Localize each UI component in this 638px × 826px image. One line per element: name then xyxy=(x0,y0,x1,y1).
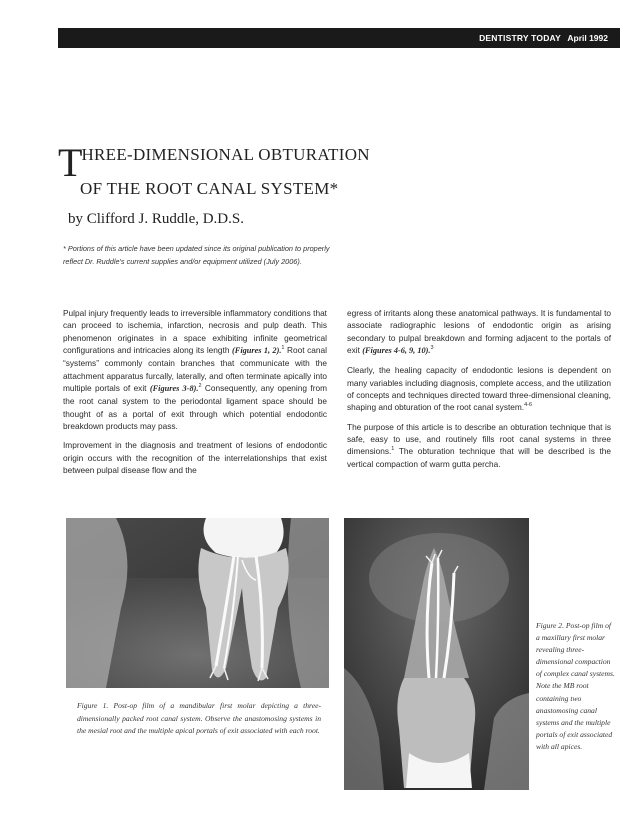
body-paragraph: Clearly, the healing capacity of endodontic lesions is dependent on many variables including diagnosis, complete access, and the utilization of concepts and techniques directed toward three-dimensional cleaning, shaping and obturation of the root canal system.$^{4-6}$ xyxy=(347,365,611,413)
issue-date: April 1992 xyxy=(567,33,608,43)
title-line-1 xyxy=(58,140,370,185)
citation-number: 1 xyxy=(391,446,395,453)
body-column-right xyxy=(347,307,611,477)
body-paragraph: The purpose of this article is to describe an obturation technique that is safe, easy to use, and routinely fills root canal systems in three dimensions.$^1$ The obturation technique that will be described is the vertical compaction of warm gutta percha. xyxy=(347,421,611,469)
radiograph-image-1 xyxy=(66,518,329,688)
citation-number: 4-6 xyxy=(524,402,533,409)
figure-1-label: Figure 1. xyxy=(77,701,109,710)
figure-2-label: Figure 2. xyxy=(536,621,564,630)
citation-number: 3 xyxy=(430,345,434,352)
citation-number: 2 xyxy=(198,383,202,390)
title-line-1-text: HREE-DIMENSIONAL OBTURATION xyxy=(81,145,370,164)
figure-reference: (Figures 4-6, 9, 10). xyxy=(362,346,431,356)
radiograph-image-2 xyxy=(344,518,529,790)
figure-2-caption xyxy=(536,620,616,753)
update-footnote: * Portions of this article have been updated since its original publication to properly reflect Dr. Ruddle's current supplies and/or equipment utilized (July 2006). xyxy=(63,244,330,266)
citation-number: 1 xyxy=(281,345,285,352)
title-line-2: OF THE ROOT CANAL SYSTEM* xyxy=(80,179,339,198)
publication-name: DENTISTRY TODAY xyxy=(479,33,561,43)
author-byline: by Clifford J. Ruddle, D.D.S. xyxy=(68,211,244,227)
body-column-left xyxy=(63,307,327,483)
figure-1-text: Post-op film of a mandibular first molar depicting a three-dimensionally packed root canal system. Observe the anastomosing systems in the mesial root and the multiple apical portals of exit associated with each root. xyxy=(77,701,322,736)
running-header xyxy=(58,28,620,48)
title-drop-initial: T xyxy=(58,140,83,185)
body-paragraph: Improvement in the diagnosis and treatment of lesions of endodontic origin occurs with the recognition of the interrelationships that exist between pulpal disease flow and the xyxy=(63,440,327,476)
radiograph-figure-2 xyxy=(344,518,529,790)
figure-reference: (Figures 3-8). xyxy=(149,384,199,394)
figure-reference: (Figures 1, 2). xyxy=(232,346,282,356)
body-paragraph: Pulpal injury frequently leads to irreversible inflammatory conditions that can proceed to ischemia, infarction, necrosis and pulp death. This phenomenon originates in a space exhibiting infinite geometrical configurations and intricacies along its length (Figures 1, 2).$^1$ Root canal “systems” commonly contain branches that communicate with the attachment apparatus furcally, laterally, and often terminate apically into multiple portals of exit (Figures 3-8).$^2$ Consequently, any opening from the root canal system to the periodontal ligament space should be thought of as a portal of exit through which potential endodontic breakdown products may pass. xyxy=(63,308,327,432)
figure-1-caption xyxy=(66,688,329,790)
figure-2-text: Post-op film of a maxillary first molar revealing three-dimensional compaction of complex canal systems. Note the MB root containing two anastomosing canal systems and the multiple portals of exit associated with all apices. xyxy=(536,621,615,751)
radiograph-figure-1 xyxy=(66,518,329,688)
body-paragraph: egress of irritants along these anatomical pathways. It is fundamental to associate radiographic lesions of endodontic origin as arising secondary to pulpal breakdown and forming adjacent to the portals of exit (Figures 4-6, 9, 10).$^3$ xyxy=(347,308,611,356)
